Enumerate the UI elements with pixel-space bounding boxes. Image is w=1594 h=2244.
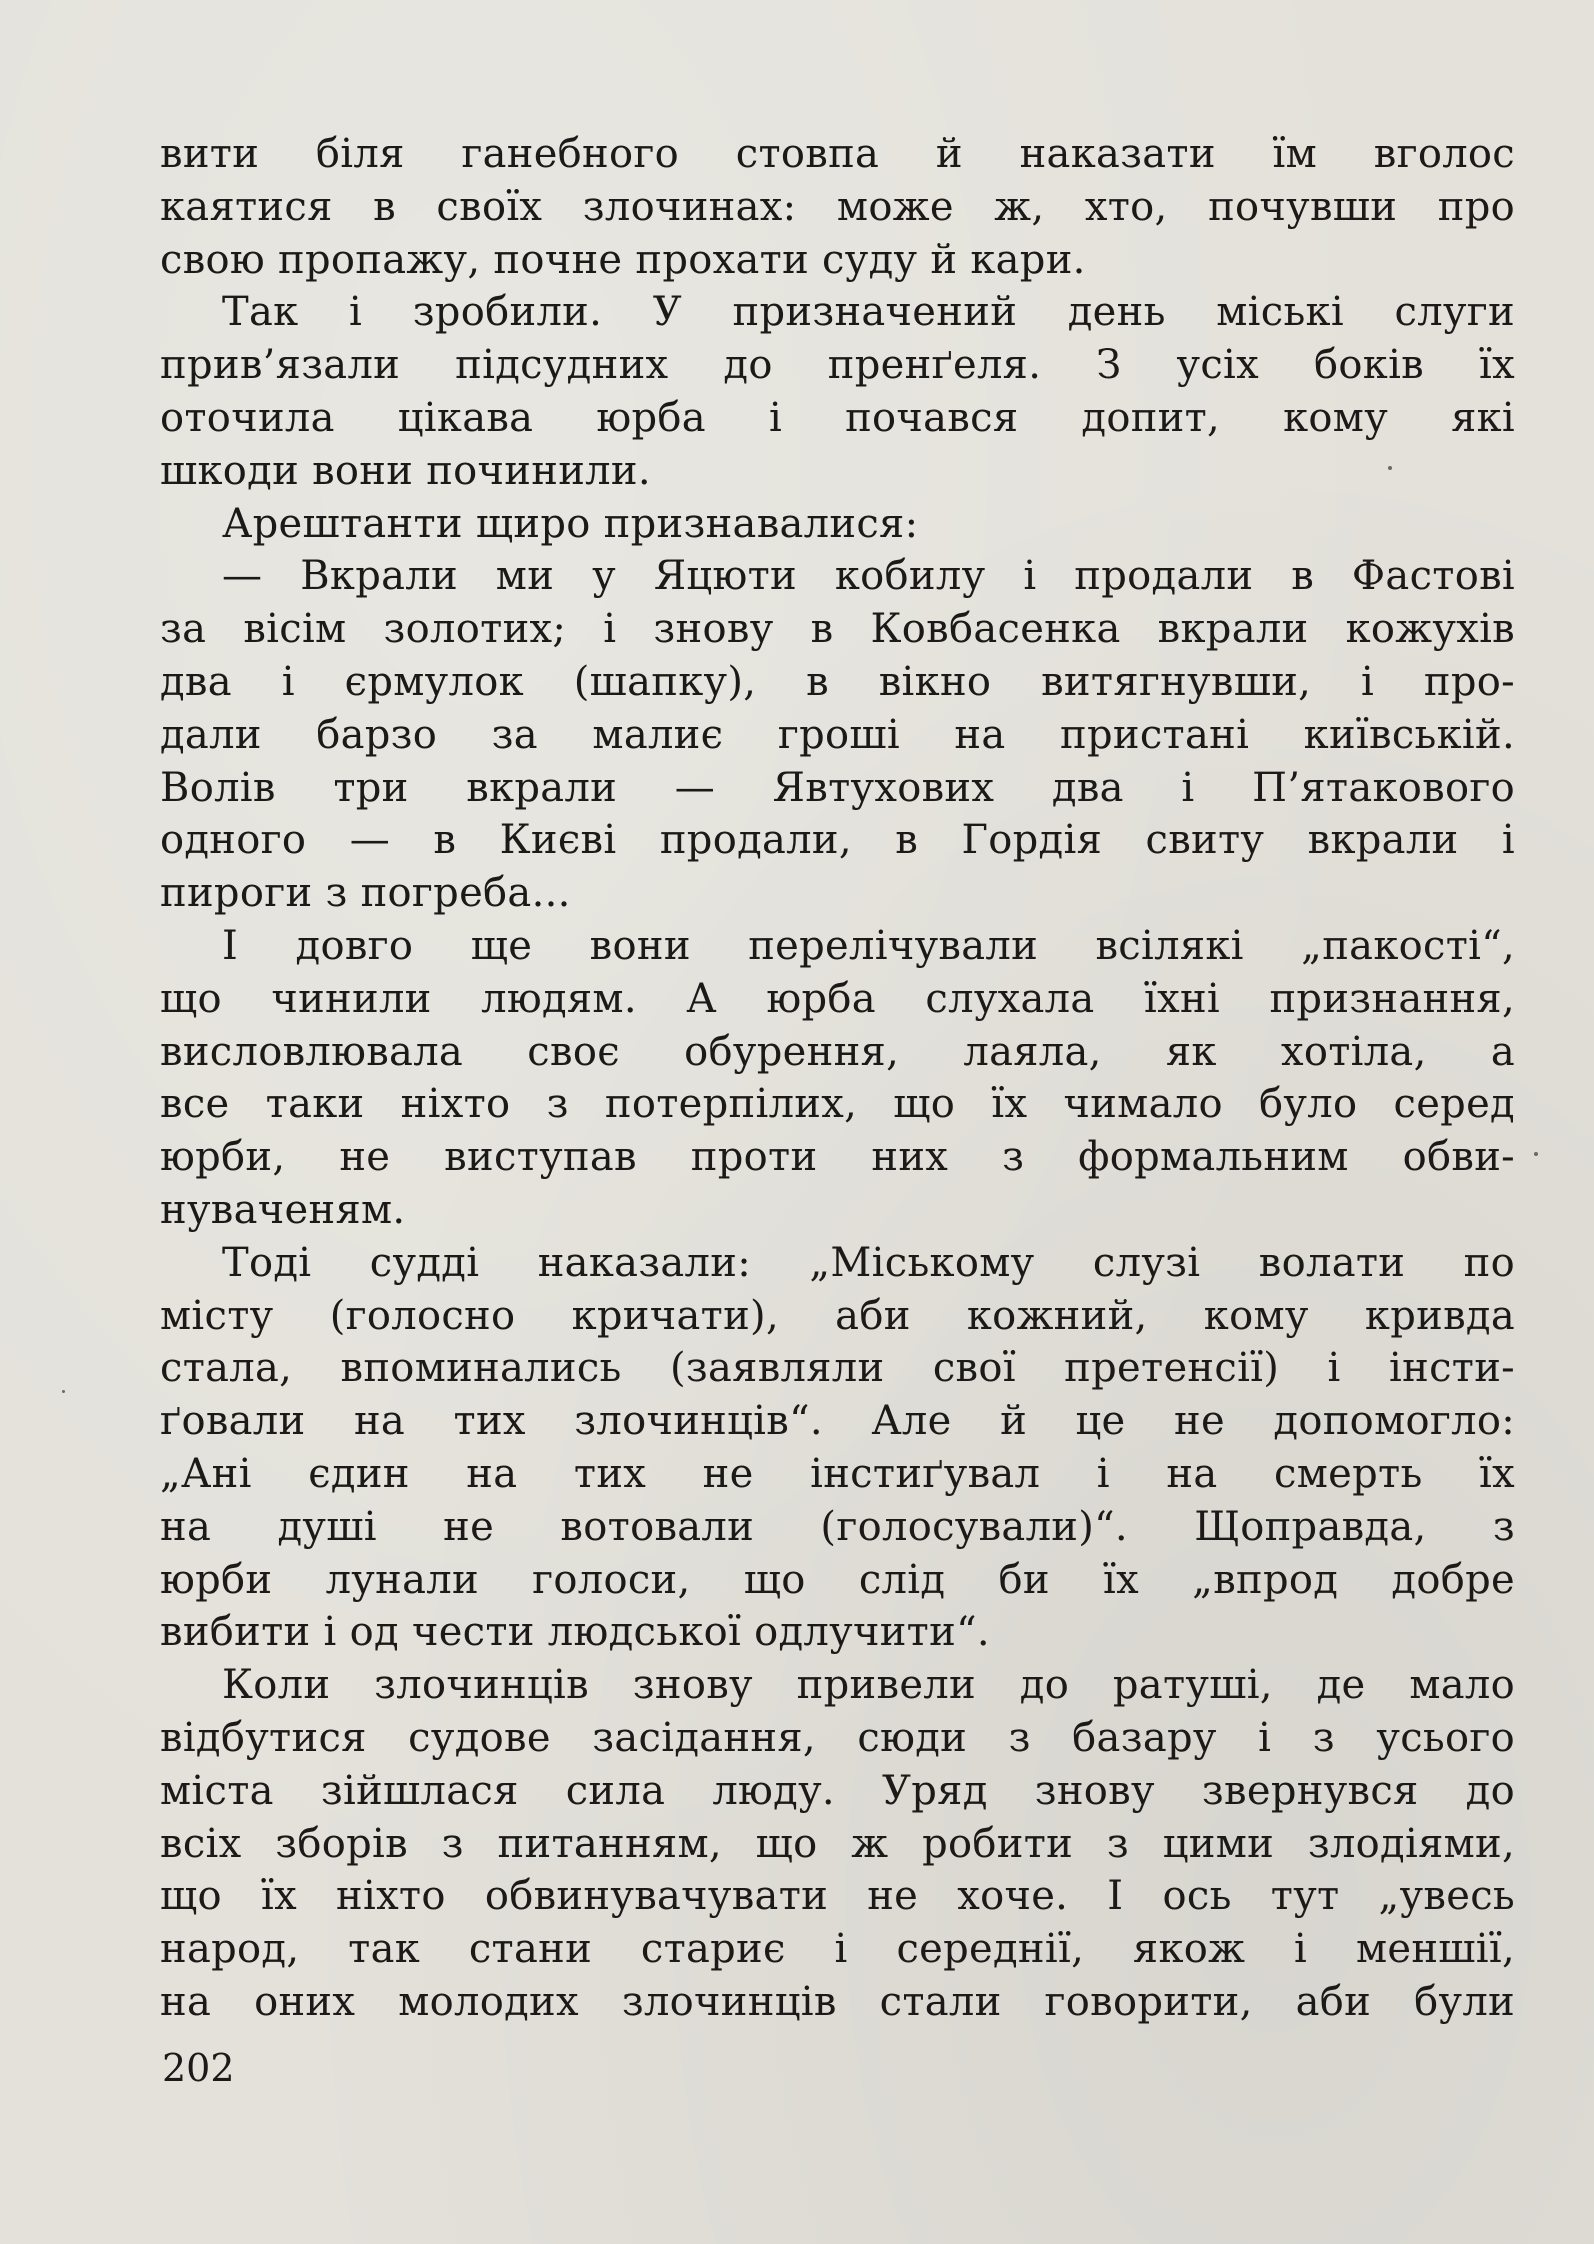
paragraph-first-line: І довго ще вони перелічували всілякі „пакості“, (222, 922, 1515, 969)
text-line: міста зійшлася сила люду. Уряд знову звернувся до (160, 1767, 1515, 1814)
text-line: нуваченям. (160, 1186, 406, 1233)
text-line: що їх ніхто обвинувачувати не хоче. І ось тут „увесь (160, 1873, 1515, 1920)
text-line: дали барзо за малиє гроші на пристані київській. (160, 711, 1515, 758)
text-line: шкоди вони починили. (160, 447, 651, 494)
text-line: юрби лунали голоси, що слід би їх „впрод добре (160, 1556, 1515, 1603)
paragraph-first-line: Тоді судді наказали: „Міському слузі волати по (222, 1239, 1515, 1286)
text-line: юрби, не виступав проти них з формальним обви- (160, 1134, 1515, 1181)
body-text (160, 128, 1515, 2029)
text-line: на душі не вотовали (голосували)“. Щоправда, з (160, 1503, 1515, 1550)
text-line: стала, впоминались (заявляли свої претенсії) і інсти- (160, 1345, 1515, 1392)
text-line: два і єрмулок (шапку), в вікно витягнувши, і про- (160, 658, 1515, 705)
text-line: оточила цікава юрба і почався допит, кому які (160, 394, 1515, 441)
text-line: свою пропажу, почне прохати суду й кари. (160, 236, 1086, 283)
text-line: вити біля ганебного стовпа й наказати їм вголос (160, 131, 1515, 177)
paragraph-first-line: Так і зробили. У призначений день міські слуги (222, 289, 1515, 336)
text-line: місту (голосно кричати), аби кожний, кому кривда (160, 1292, 1515, 1339)
text-line: прив’язали підсудних до пренґеля. З усіх боків їх (160, 342, 1515, 389)
text-line: ґовали на тих злочинців“. Але й це не допомогло: (160, 1398, 1515, 1445)
text-line: народ, так стани стариє і середнії, якож і меншії, (160, 1926, 1515, 1973)
text-line: вибити і од чести людської одлучити“. (160, 1609, 990, 1656)
text-line: відбутися судове засідання, сюди з базару і з усього (160, 1714, 1515, 1761)
paragraph-first-line: Арештанти щиро признавалися: (222, 500, 919, 547)
text-line: за вісім золотих; і знову в Ковбасенка вкрали кожухів (160, 606, 1515, 653)
text-line: що чинили людям. А юрба слухала їхні признання, (160, 975, 1515, 1022)
text-line: всіх зборів з питанням, що ж робити з цими злодіями, (160, 1820, 1515, 1867)
text-line: одного — в Києві продали, в Гордія свиту вкрали і (160, 817, 1515, 864)
text-line: „Ані єдин на тих не інстиґувал і на смерть їх (160, 1450, 1515, 1497)
paper-speck (1534, 1152, 1538, 1156)
page-number: 202 (162, 2046, 235, 2090)
text-line: все таки ніхто з потерпілих, що їх чимало було серед (160, 1081, 1515, 1128)
paper-speck (1388, 466, 1392, 470)
paragraph-first-line: Коли злочинців знову привели до ратуші, де мало (222, 1662, 1515, 1709)
text-line: Волів три вкрали — Явтухових два і П’ятакового (160, 764, 1515, 811)
paper-speck (62, 1390, 65, 1393)
text-line: на оних молодих злочинців стали говорити, аби були (160, 1978, 1515, 2025)
paragraph-first-line: — Вкрали ми у Яцюти кобилу і продали в Фастові (222, 553, 1515, 600)
text-line: висловлювала своє обурення, лаяла, як хотіла, а (160, 1028, 1515, 1075)
text-line: каятися в своїх злочинах: може ж, хто, почувши про (160, 183, 1515, 230)
text-line: пироги з погреба... (160, 870, 571, 917)
